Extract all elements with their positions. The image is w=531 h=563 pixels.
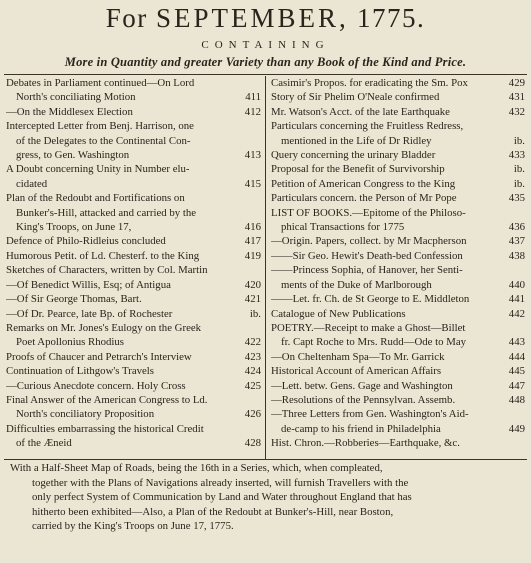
footer-line: hitherto been exhibited—Also, a Plan of the Redoubt at Bunker's-Hill, near Boston, bbox=[32, 505, 394, 518]
entry-text: —Origin. Papers, collect. by Mr Macpherson bbox=[271, 235, 467, 248]
contents-entry bbox=[271, 436, 525, 450]
contents-entry bbox=[271, 379, 525, 393]
contents-entry bbox=[271, 76, 525, 90]
entry-page-number: 440 bbox=[508, 278, 525, 291]
entry-text: de-camp to his friend in Philadelphia bbox=[281, 422, 441, 435]
entry-text: fr. Capt Roche to Mrs. Rudd—Ode to May bbox=[281, 336, 467, 349]
entry-page-number: 421 bbox=[244, 293, 261, 306]
title-prefix: For bbox=[105, 3, 148, 33]
contents-entry bbox=[271, 177, 525, 191]
entry-text: Difficulties embarrassing the historical Credit bbox=[6, 422, 204, 435]
entry-page-number: ib. bbox=[249, 307, 261, 320]
entry-page-number: 412 bbox=[244, 105, 261, 118]
entry-page-number: ib. bbox=[513, 163, 525, 176]
entry-page-number: 442 bbox=[508, 307, 525, 320]
footer-line: With a Half-Sheet Map of Roads, being the 16th in a Series, which, when compleated, bbox=[10, 462, 383, 474]
entry-page-number: 428 bbox=[244, 437, 261, 450]
entry-text: Poet Apollonius Rhodius bbox=[16, 336, 124, 349]
contents-entry bbox=[271, 119, 525, 148]
contents-entry bbox=[271, 393, 525, 407]
entry-page-number: 437 bbox=[508, 235, 525, 248]
entry-page-number: 436 bbox=[508, 221, 525, 234]
contents-entry bbox=[6, 234, 261, 248]
entry-text: Final Answer of the American Congress to Ld. bbox=[6, 393, 208, 406]
entry-text: —Curious Anecdote concern. Holy Cross bbox=[6, 379, 186, 392]
entry-page-number: 411 bbox=[245, 91, 261, 104]
contents-entry bbox=[271, 148, 525, 162]
entry-text: Petition of American Congress to the King bbox=[271, 177, 456, 190]
entry-text: mentioned in the Life of Dr Ridley bbox=[281, 134, 432, 147]
contents-entry bbox=[6, 307, 261, 321]
entry-page-number: 448 bbox=[508, 393, 525, 406]
entry-text: —Of Dr. Pearce, late Bp. of Rochester bbox=[6, 307, 173, 320]
contents-entry bbox=[6, 393, 261, 422]
entry-page-number: 415 bbox=[244, 177, 261, 190]
entry-text: of the Æneid bbox=[16, 437, 72, 450]
page-title bbox=[0, 2, 531, 34]
entry-page-number: ib. bbox=[513, 177, 525, 190]
contents-entry bbox=[6, 278, 261, 292]
entry-page-number: 422 bbox=[244, 336, 261, 349]
entry-text: ——Sir Geo. Hewit's Death-bed Confession bbox=[271, 249, 463, 262]
contents-entry bbox=[271, 249, 525, 263]
entry-text: Catalogue of New Publications bbox=[271, 307, 406, 320]
entry-text: —Lett. betw. Gens. Gage and Washington bbox=[271, 379, 453, 392]
contents-entry bbox=[271, 234, 525, 248]
subtitle: CONTAINING bbox=[201, 39, 330, 51]
title-month: SEPTEMBER, bbox=[155, 3, 349, 33]
contents-entry bbox=[6, 364, 261, 378]
entry-page-number: 447 bbox=[508, 379, 525, 392]
entry-page-number: 441 bbox=[508, 293, 525, 306]
contents-column-left bbox=[6, 76, 261, 451]
entry-text: —Of Benedict Willis, Esq; of Antigua bbox=[6, 278, 171, 291]
entry-page-number: 417 bbox=[244, 235, 261, 248]
contents-entry bbox=[6, 105, 261, 119]
entry-text: ——Let. fr. Ch. de St George to E. Middleton bbox=[271, 293, 470, 306]
footer-line: only perfect System of Communication by Land and Water throughout England that has bbox=[32, 491, 412, 504]
contents-entry bbox=[6, 422, 261, 451]
contents-entry bbox=[6, 162, 261, 191]
entry-text: —Three Letters from Gen. Washington's Aid- bbox=[271, 408, 469, 421]
entry-text: Historical Account of American Affairs bbox=[271, 365, 442, 378]
title-year: 1775. bbox=[357, 3, 426, 33]
entry-text: Proofs of Chaucer and Petrarch's Interview bbox=[6, 350, 192, 363]
contents-entry bbox=[6, 119, 261, 162]
entry-page-number: 429 bbox=[508, 77, 525, 89]
contents-entry bbox=[6, 76, 261, 105]
entry-page-number: 413 bbox=[244, 149, 261, 162]
entry-text: of the Delegates to the Continental Con- bbox=[16, 134, 191, 147]
entry-page-number: 425 bbox=[244, 379, 261, 392]
entry-text: —Of Sir George Thomas, Bart. bbox=[6, 293, 142, 306]
contents-entry bbox=[271, 364, 525, 378]
entry-text: LIST OF BOOKS.—Epitome of the Philoso- bbox=[271, 206, 466, 219]
entry-page-number: 431 bbox=[508, 91, 525, 104]
entry-text: ——Princess Sophia, of Hanover, her Senti- bbox=[271, 264, 463, 277]
contents-entry bbox=[271, 105, 525, 119]
entry-text: King's Troops, on June 17, bbox=[16, 221, 132, 234]
entry-text: Proposal for the Benefit of Survivorship bbox=[271, 163, 445, 176]
entry-text: gress, to Gen. Washington bbox=[16, 149, 130, 162]
entry-text: Plan of the Redoubt and Fortifications on bbox=[6, 192, 185, 205]
contents-entry bbox=[271, 292, 525, 306]
contents-entry bbox=[271, 407, 525, 436]
entry-page-number: 435 bbox=[508, 192, 525, 205]
entry-text: —Resolutions of the Pennsylvan. Assemb. bbox=[271, 393, 456, 406]
contents-entry bbox=[6, 350, 261, 364]
entry-text: Mr. Watson's Acct. of the late Earthquake bbox=[271, 105, 450, 118]
entry-text: Hist. Chron.—Robberies—Earthquake, &c. bbox=[271, 437, 460, 450]
header-rule bbox=[4, 74, 527, 75]
entry-page-number: 423 bbox=[244, 350, 261, 363]
entry-text: Casimir's Propos. for eradicating the Sm. Pox bbox=[271, 77, 468, 89]
contents-entry bbox=[6, 379, 261, 393]
entry-text: Defence of Philo-Ridleius concluded bbox=[6, 235, 166, 248]
entry-page-number: 449 bbox=[508, 422, 525, 435]
entry-page-number: 424 bbox=[244, 365, 261, 378]
entry-page-number: ib. bbox=[513, 134, 525, 147]
contents-entry bbox=[271, 206, 525, 235]
entry-text: Debates in Parliament continued—On Lord bbox=[6, 77, 195, 89]
contents-entry bbox=[271, 90, 525, 104]
entry-page-number: 444 bbox=[508, 350, 525, 363]
entry-text: Bunker's-Hill, attacked and carried by the bbox=[16, 206, 197, 219]
entry-page-number: 445 bbox=[508, 365, 525, 378]
entry-text: Sketches of Characters, written by Col. Martin bbox=[6, 264, 208, 277]
contents-entry bbox=[271, 321, 525, 350]
contents-entry bbox=[6, 263, 261, 277]
entry-text: Remarks on Mr. Jones's Eulogy on the Greek bbox=[6, 321, 202, 334]
entry-page-number: 432 bbox=[508, 105, 525, 118]
entry-text: Intercepted Letter from Benj. Harrison, one bbox=[6, 120, 194, 133]
entry-page-number: 443 bbox=[508, 336, 525, 349]
entry-text: POETRY.—Receipt to make a Ghost—Billet bbox=[271, 321, 466, 334]
footer-line: carried by the King's Troops on June 17, 1775. bbox=[32, 520, 234, 533]
entry-text: Particulars concern. the Person of Mr Pope bbox=[271, 192, 457, 205]
entry-page-number: 438 bbox=[508, 249, 525, 262]
footer-line: together with the Plans of Navigations already inserted, will furnish Travellers with the bbox=[32, 476, 409, 489]
entry-text: Particulars concerning the Fruitless Redress, bbox=[271, 120, 464, 133]
entry-text: —On Cheltenham Spa—To Mr. Garrick bbox=[271, 350, 445, 363]
entry-text: Query concerning the urinary Bladder bbox=[271, 149, 436, 162]
entry-text: Humorous Petit. of Ld. Chesterf. to the King bbox=[6, 249, 200, 262]
entry-page-number: 420 bbox=[244, 278, 261, 291]
entry-page-number: 416 bbox=[244, 221, 261, 234]
contents-entry bbox=[271, 162, 525, 176]
entry-page-number: 426 bbox=[244, 408, 261, 421]
footer-rule bbox=[4, 459, 527, 460]
entry-text: Continuation of Lithgow's Travels bbox=[6, 365, 155, 378]
column-divider bbox=[265, 76, 266, 459]
tagline: More in Quantity and greater Variety than any Book of the Kind and Price. bbox=[64, 55, 467, 69]
contents-entry bbox=[271, 263, 525, 292]
entry-page-number: 419 bbox=[244, 249, 261, 262]
entry-text: cidated bbox=[16, 177, 48, 190]
contents-column-right bbox=[271, 76, 525, 451]
contents-entry bbox=[271, 350, 525, 364]
contents-entry bbox=[6, 191, 261, 234]
entry-text: North's conciliating Motion bbox=[16, 91, 136, 104]
contents-entry bbox=[271, 307, 525, 321]
contents-entry bbox=[6, 321, 261, 350]
footer-note bbox=[10, 461, 522, 534]
entry-text: Story of Sir Phelim O'Neale confirmed bbox=[271, 91, 440, 104]
contents-entry bbox=[6, 292, 261, 306]
entry-text: ments of the Duke of Marlborough bbox=[281, 278, 432, 291]
entry-text: —On the Middlesex Election bbox=[6, 105, 133, 118]
entry-text: North's conciliatory Proposition bbox=[16, 408, 155, 421]
contents-entry bbox=[6, 249, 261, 263]
entry-text: phical Transactions for 1775 bbox=[281, 221, 405, 234]
entry-text: A Doubt concerning Unity in Number elu- bbox=[6, 163, 190, 176]
entry-page-number: 433 bbox=[508, 149, 525, 162]
contents-entry bbox=[271, 191, 525, 205]
